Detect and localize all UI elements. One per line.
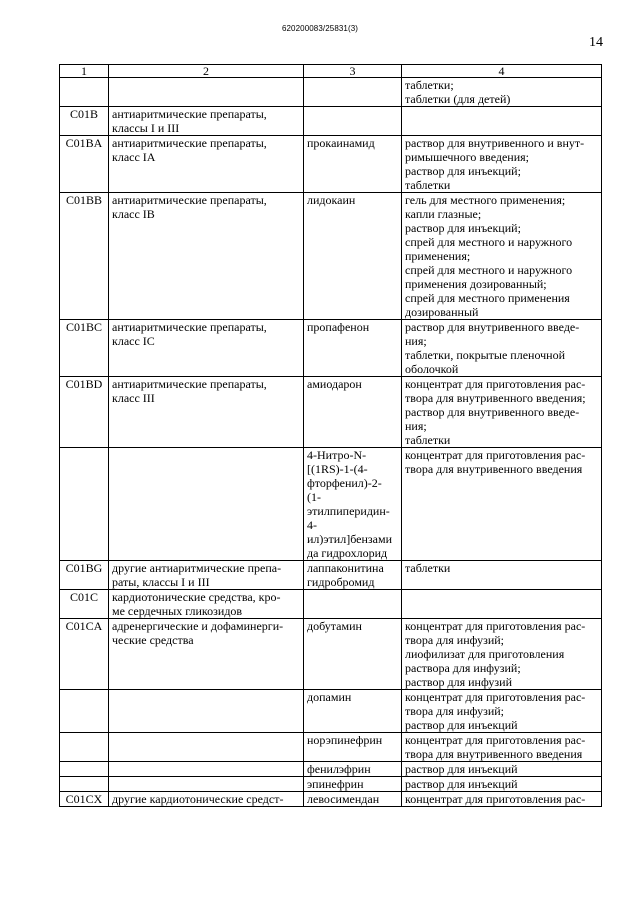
cell-text-line: классы I и III [112, 121, 180, 135]
cell-text-line: 4- [307, 518, 317, 532]
dosage-forms-cell [402, 733, 602, 762]
table-row [60, 590, 602, 619]
cell-text-line: твора для внутривенного введения; [405, 391, 586, 405]
cell-text-line: другие антиаритмические препа- [112, 561, 282, 575]
table-row [60, 792, 602, 807]
atc-code-cell [60, 78, 109, 107]
drug-name-cell [304, 320, 402, 377]
group-name-cell [109, 561, 304, 590]
drug-name-cell [304, 78, 402, 107]
column-header: 2 [109, 65, 304, 78]
column-header: 3 [304, 65, 402, 78]
table-row [60, 733, 602, 762]
atc-code-cell: C01B [60, 107, 109, 136]
cell-text-line: прокаинамид [307, 136, 375, 150]
cell-text-line: класс IC [112, 334, 155, 348]
dosage-forms-cell [402, 107, 602, 136]
drug-name-cell [304, 136, 402, 193]
dosage-forms-cell [402, 136, 602, 193]
group-name-cell [109, 78, 304, 107]
cell-text-line: норэпинефрин [307, 733, 383, 747]
cell-text-line: твора для инфузий; [405, 633, 505, 647]
atc-code-cell [60, 762, 109, 777]
dosage-forms-cell [402, 377, 602, 448]
table-row [60, 136, 602, 193]
group-name-cell [109, 762, 304, 777]
cell-text-line: концентрат для приготовления рас- [405, 619, 586, 633]
group-name-cell [109, 377, 304, 448]
table-row [60, 448, 602, 561]
cell-text-line: эпинефрин [307, 777, 364, 791]
cell-text-line: спрей для местного применения [405, 291, 570, 305]
dosage-forms-cell [402, 193, 602, 320]
drug-name-cell [304, 377, 402, 448]
atc-code-cell: C01BB [60, 193, 109, 320]
cell-text-line: кардиотонические средства, кро- [112, 590, 281, 604]
table-row [60, 777, 602, 792]
document-id: 620200083/25831(3) [281, 24, 359, 33]
cell-text-line: концентрат для приготовления рас- [405, 733, 586, 747]
cell-text-line: ния; [405, 419, 427, 433]
cell-text-line: раствор для внутривенного и внут- [405, 136, 585, 150]
cell-text-line: раствор для внутривенного введе- [405, 405, 580, 419]
cell-text-line: твора для инфузий; [405, 704, 505, 718]
cell-text-line: концентрат для приготовления рас- [405, 792, 586, 806]
drug-name-cell [304, 619, 402, 690]
drug-name-cell [304, 777, 402, 792]
table-row [60, 193, 602, 320]
cell-text-line: дозированный [405, 305, 479, 319]
cell-text-line: раствор для инъекций [405, 762, 518, 776]
cell-text-line: гель для местного применения; [405, 193, 566, 207]
drug-name-cell [304, 690, 402, 733]
cell-text-line: применения; [405, 249, 471, 263]
dosage-forms-cell [402, 320, 602, 377]
drug-name-cell [304, 733, 402, 762]
table-header-row [60, 65, 602, 78]
cell-text-line: римышечного введения; [405, 150, 529, 164]
cell-text-line: таблетки (для детей) [405, 92, 511, 106]
group-name-cell [109, 690, 304, 733]
drug-name-cell [304, 448, 402, 561]
drug-name-cell [304, 193, 402, 320]
cell-text-line: твора для внутривенного введения [405, 462, 583, 476]
atc-code-cell [60, 448, 109, 561]
column-header: 1 [60, 65, 109, 78]
atc-code-cell: C01CX [60, 792, 109, 807]
cell-text-line: раствор для инъекций [405, 777, 518, 791]
cell-text-line: раствор для инъекций; [405, 221, 521, 235]
drug-name-cell [304, 762, 402, 777]
cell-text-line: таблетки; [405, 78, 454, 92]
atc-code-cell: C01BC [60, 320, 109, 377]
atc-code-cell [60, 690, 109, 733]
table-row [60, 377, 602, 448]
cell-text-line: допамин [307, 690, 352, 704]
cell-text-line: антиаритмические препараты, [112, 193, 267, 207]
group-name-cell [109, 792, 304, 807]
cell-text-line: класс III [112, 391, 155, 405]
table-row [60, 619, 602, 690]
group-name-cell [109, 777, 304, 792]
group-name-cell [109, 136, 304, 193]
dosage-forms-cell [402, 619, 602, 690]
group-name-cell [109, 733, 304, 762]
table-row [60, 78, 602, 107]
drug-name-cell [304, 561, 402, 590]
dosage-forms-cell [402, 448, 602, 561]
cell-text-line: ческие средства [112, 633, 194, 647]
group-name-cell [109, 448, 304, 561]
cell-text-line: фторфенил)-2- [307, 476, 382, 490]
cell-text-line: антиаритмические препараты, [112, 136, 267, 150]
cell-text-line: применения дозированный; [405, 277, 547, 291]
cell-text-line: левосимендан [307, 792, 380, 806]
cell-text-line: этилпиперидин- [307, 504, 390, 518]
cell-text-line: другие кардиотонические средст- [112, 792, 284, 806]
cell-text-line: гидробромид [307, 575, 375, 589]
cell-text-line: пропафенон [307, 320, 370, 334]
cell-text-line: концентрат для приготовления рас- [405, 448, 586, 462]
group-name-cell [109, 590, 304, 619]
atc-code-cell: C01BG [60, 561, 109, 590]
cell-text-line: класс IA [112, 150, 156, 164]
drug-name-cell [304, 792, 402, 807]
dosage-forms-cell [402, 690, 602, 733]
cell-text-line: ме сердечных гликозидов [112, 604, 243, 618]
group-name-cell [109, 619, 304, 690]
atc-code-cell [60, 777, 109, 792]
cell-text-line: раствор для инъекций; [405, 164, 521, 178]
atc-code-cell: C01CA [60, 619, 109, 690]
cell-text-line: амиодарон [307, 377, 362, 391]
table-row [60, 320, 602, 377]
cell-text-line: таблетки [405, 561, 451, 575]
cell-text-line: оболочкой [405, 362, 459, 376]
cell-text-line: раствор для внутривенного введе- [405, 320, 580, 334]
atc-code-cell: C01C [60, 590, 109, 619]
cell-text-line: капли глазные; [405, 207, 482, 221]
table-row [60, 762, 602, 777]
cell-text-line: концентрат для приготовления рас- [405, 377, 586, 391]
cell-text-line: лаппаконитина [307, 561, 384, 575]
drug-table [59, 64, 602, 807]
table-row [60, 107, 602, 136]
cell-text-line: раствор для инъекций [405, 718, 518, 732]
cell-text-line: раствор для инфузий [405, 675, 512, 689]
cell-text-line: раты, классы I и III [112, 575, 210, 589]
cell-text-line: таблетки, покрытые пленочной [405, 348, 566, 362]
cell-text-line: антиаритмические препараты, [112, 107, 267, 121]
cell-text-line: раствора для инфузий; [405, 661, 521, 675]
cell-text-line: таблетки [405, 433, 451, 447]
cell-text-line: антиаритмические препараты, [112, 377, 267, 391]
cell-text-line: спрей для местного и наружного [405, 263, 573, 277]
cell-text-line: (1- [307, 490, 321, 504]
cell-text-line: фенилэфрин [307, 762, 371, 776]
cell-text-line: да гидрохлорид [307, 546, 388, 560]
atc-code-cell: C01BA [60, 136, 109, 193]
cell-text-line: [(1RS)-1-(4- [307, 462, 368, 476]
table-row [60, 561, 602, 590]
group-name-cell [109, 193, 304, 320]
cell-text-line: ил)этил]бензами [307, 532, 392, 546]
cell-text-line: концентрат для приготовления рас- [405, 690, 586, 704]
atc-code-cell [60, 733, 109, 762]
drug-name-cell [304, 590, 402, 619]
group-name-cell [109, 320, 304, 377]
cell-text-line: добутамин [307, 619, 362, 633]
dosage-forms-cell [402, 561, 602, 590]
cell-text-line: адренергические и дофаминерги- [112, 619, 284, 633]
cell-text-line: ния; [405, 334, 427, 348]
cell-text-line: класс IB [112, 207, 155, 221]
cell-text-line: лидокаин [307, 193, 356, 207]
table-row [60, 690, 602, 733]
dosage-forms-cell [402, 762, 602, 777]
cell-text-line: таблетки [405, 178, 451, 192]
dosage-forms-cell [402, 777, 602, 792]
dosage-forms-cell [402, 792, 602, 807]
cell-text-line: твора для внутривенного введения [405, 747, 583, 761]
atc-code-cell: C01BD [60, 377, 109, 448]
dosage-forms-cell [402, 78, 602, 107]
drug-name-cell [304, 107, 402, 136]
group-name-cell [109, 107, 304, 136]
cell-text-line: 4-Нитро-N- [307, 448, 367, 462]
cell-text-line: спрей для местного и наружного [405, 235, 573, 249]
dosage-forms-cell [402, 590, 602, 619]
cell-text-line: антиаритмические препараты, [112, 320, 267, 334]
cell-text-line: лиофилизат для приготовления [405, 647, 565, 661]
column-header: 4 [402, 65, 602, 78]
page-number: 14 [589, 35, 603, 50]
